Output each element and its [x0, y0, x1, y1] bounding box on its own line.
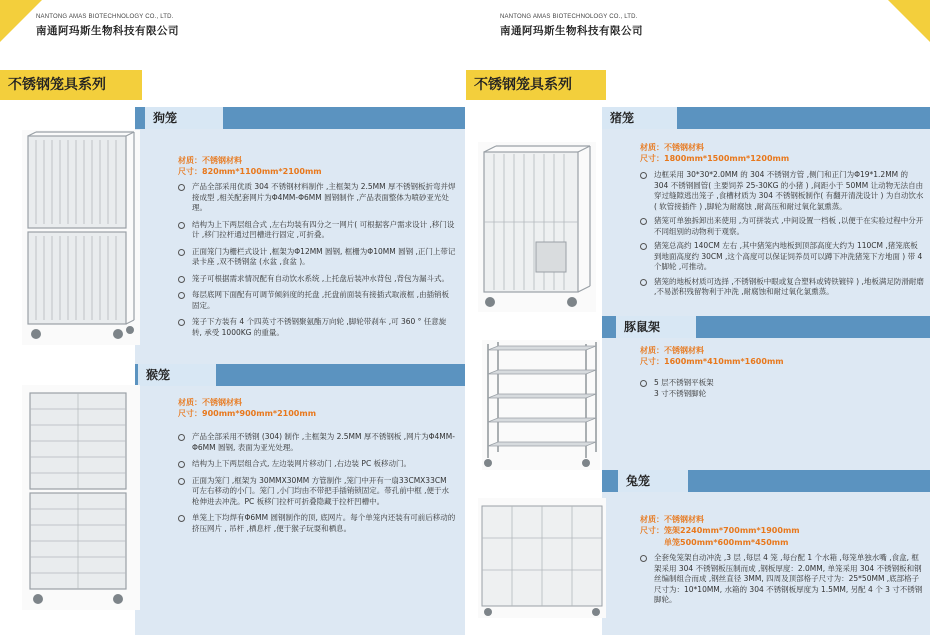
mouse-material: 材质：不锈钢材料 [640, 346, 704, 355]
bullet-circle-icon [178, 434, 185, 441]
mouse-feature-list [640, 378, 924, 399]
series-title-left: 不锈钢笼具系列 [0, 70, 142, 100]
bullet-circle-icon [178, 478, 185, 485]
bullet-circle-icon [640, 555, 647, 562]
list-item: 边框采用 30*30*2.0MM 的 304 不锈钢方管 ,侧门和正门为Φ19*1.2MM 的 304 不锈钢圆管( 主要饲养 25-30KG 的小猪 ) ,间距小于 50MM 让动物无法自由穿过缝隙逃出笼子 ,食槽材质为 304 不锈钢板制作( 有翻开清洗设计 ) 为自动饮水( 软管接插件 ) ,脚轮为耐腐蚀 ,耐高压和耐过氧化氯熏蒸。 [640, 170, 924, 212]
bullet-circle-icon [178, 249, 185, 256]
bullet-circle-icon [640, 218, 647, 225]
dog-material: 材质：不锈钢材料 [178, 156, 242, 165]
rabbit-size-rack: 尺寸：笼架2240mm*700mm*1900mm [640, 526, 800, 535]
pig-section-title: 猪笼 [602, 107, 677, 129]
bullet-circle-icon [178, 222, 185, 229]
monkey-section-title: 猴笼 [138, 364, 216, 386]
mouse-section-title: 豚鼠架 [616, 316, 696, 338]
monkey-size: 尺寸：900mm*900mm*2100mm [178, 409, 317, 418]
list-item: 单笼上下均焊有Φ6MM 圆钢制作的顶, 底网片。每个单笼内还装有可前后移动的挤压网片 , 吊杆 ,栖息杆 ,便于猴子玩耍和栖息。 [178, 513, 456, 534]
bullet-circle-icon [178, 184, 185, 191]
bullet-circle-icon [178, 515, 185, 522]
company-name-en-right: NANTONG AMAS BIOTECHNOLOGY CO., LTD. [500, 14, 638, 20]
list-item: 产品全部采用不锈钢 (304) 制作 ,主框架为 2.5MM 厚不锈钢板 ,网片为Φ4MM-Φ6MM 圆钢, 表面为亚光处理。 [178, 432, 456, 453]
list-item: 结构为上下两层组合式, 左边装网片移动门 ,右边装 PC 板移动门。 [178, 459, 456, 470]
company-name-en-left: NANTONG AMAS BIOTECHNOLOGY CO., LTD. [36, 14, 174, 20]
list-item: 全套兔笼架自动冲洗 ,3 层 ,每层 4 笼 ,每台配 1 个水箱 ,每笼单独水嘴 ,食盒, 框架采用 304 不锈钢板压制而成 ,钢板厚度：2.0MM, 单笼采用 304 不锈钢板和钢丝编制组合而成 ,钢丝直径 3MM, 四周及顶部格子尺寸为：25*50MM ,底部格子尺寸为：10*10MM, 水箱的 304 不锈钢板厚度为 1.5MM, 另配 4 个 3 寸不锈钢脚轮。 [640, 553, 924, 606]
list-item: 猪笼的地板材质可选择 ,不锈钢板中眼或复合塑料或铸铁镀锌 ) ,地板满足防滑耐磨 ,不易淤积残留物利于冲洗 ,耐腐蚀和耐过氧化氯熏蒸。 [640, 277, 924, 298]
dog-size: 尺寸：820mm*1100mm*2100mm [178, 167, 322, 176]
bullet-circle-icon [178, 319, 185, 326]
mouse-size: 尺寸：1600mm*410mm*1600mm [640, 357, 784, 366]
list-item: 5 层不锈钢平板架 3 寸不锈钢脚轮 [640, 378, 924, 399]
dog-section-title: 狗笼 [145, 107, 223, 129]
company-name-cn-left: 南通阿玛斯生物科技有限公司 [36, 25, 179, 37]
bullet-circle-icon [178, 292, 185, 299]
company-name-cn-right: 南通阿玛斯生物科技有限公司 [500, 25, 643, 37]
monkey-feature-list [178, 432, 456, 534]
bullet-circle-icon [640, 279, 647, 286]
list-item: 正面为笼门 ,框架为 30MMX30MM 方管制作 ,笼门中开有一扇33CMX33CM 可左右移动的小门。笼门 ,小门均由不带把手插销锁固定。带孔前中框 ,便于水枪伸进去冲洗。PC 板移门拉杆可折叠隐藏于拉杆凹槽中。 [178, 476, 456, 508]
corner-triangle-top-right [888, 0, 930, 42]
dog-cage-image [22, 130, 140, 345]
pig-cage-image [478, 142, 596, 312]
list-item: 产品全部采用优质 304 不锈钢材料制作 ,主框架为 2.5MM 厚不锈钢板折弯并焊接成型 ,相关配套网片为Φ4MM-Φ6MM 圆钢制作 ,产品表面整体为喷砂亚光处理。 [178, 182, 456, 214]
rabbit-cage-image [478, 498, 606, 618]
dog-feature-list [178, 182, 456, 338]
list-item: 正面笼门为栅栏式设计 ,框架为Φ12MM 圆钢, 框栅为Φ10MM 圆钢 ,正门上带记录卡座 ,双不锈钢盆 (水盆 ,食盆 )。 [178, 247, 456, 268]
rabbit-size-single: 单笼500mm*600mm*450mm [664, 538, 789, 547]
rabbit-material: 材质：不锈钢材料 [640, 515, 704, 524]
bullet-circle-icon [640, 380, 647, 387]
bullet-circle-icon [640, 243, 647, 250]
bullet-circle-icon [178, 461, 185, 468]
list-item: 结构为上下两层组合式 ,左右均装有四分之一网片( 可根据客户需求设计 ,移门设计 ,移门拉杆通过凹槽进行固定 ,可折叠。 [178, 220, 456, 241]
bullet-circle-icon [178, 276, 185, 283]
list-item: 笼子可根据需求情况配有自动饮水系统 ,上托盘后装冲水背包 ,背包为漏斗式。 [178, 274, 456, 285]
pig-material: 材质：不锈钢材料 [640, 143, 704, 152]
list-item: 笼子下方装有 4 个四英寸不锈钢聚氨酯万向轮 ,脚轮带刹车 ,可 360 ° 任意旋转, 承受 1000KG 的重量。 [178, 317, 456, 338]
bullet-circle-icon [640, 172, 647, 179]
list-item: 猪笼可单独拆卸出来使用 ,为可拼装式 ,中间设置一档板 ,以便于在实验过程中分开不同组别的动物利于观察。 [640, 216, 924, 237]
monkey-material: 材质：不锈钢材料 [178, 398, 242, 407]
pig-feature-list [640, 170, 924, 298]
pig-size: 尺寸：1800mm*1500mm*1200mm [640, 154, 790, 163]
guinea-pig-rack-image [482, 340, 600, 470]
rabbit-feature-list [640, 553, 924, 606]
series-title-right: 不锈钢笼具系列 [466, 70, 606, 100]
list-item: 猪笼总高约 140CM 左右 ,其中猪笼内地板到顶部高度大约为 110CM ,猪笼底板到地面高度约 30CM ,这个高度可以保证饲养员可以蹲下冲洗猪笼下方地面 ) 带 4 个脚轮 ,可推动。 [640, 241, 924, 273]
monkey-cage-image [22, 385, 140, 610]
rabbit-section-title: 兔笼 [618, 470, 688, 492]
list-item: 每层底网下面配有可调节倾斜度的托盘 ,托盘前面装有接插式取液框 ,由插销板固定。 [178, 290, 456, 311]
